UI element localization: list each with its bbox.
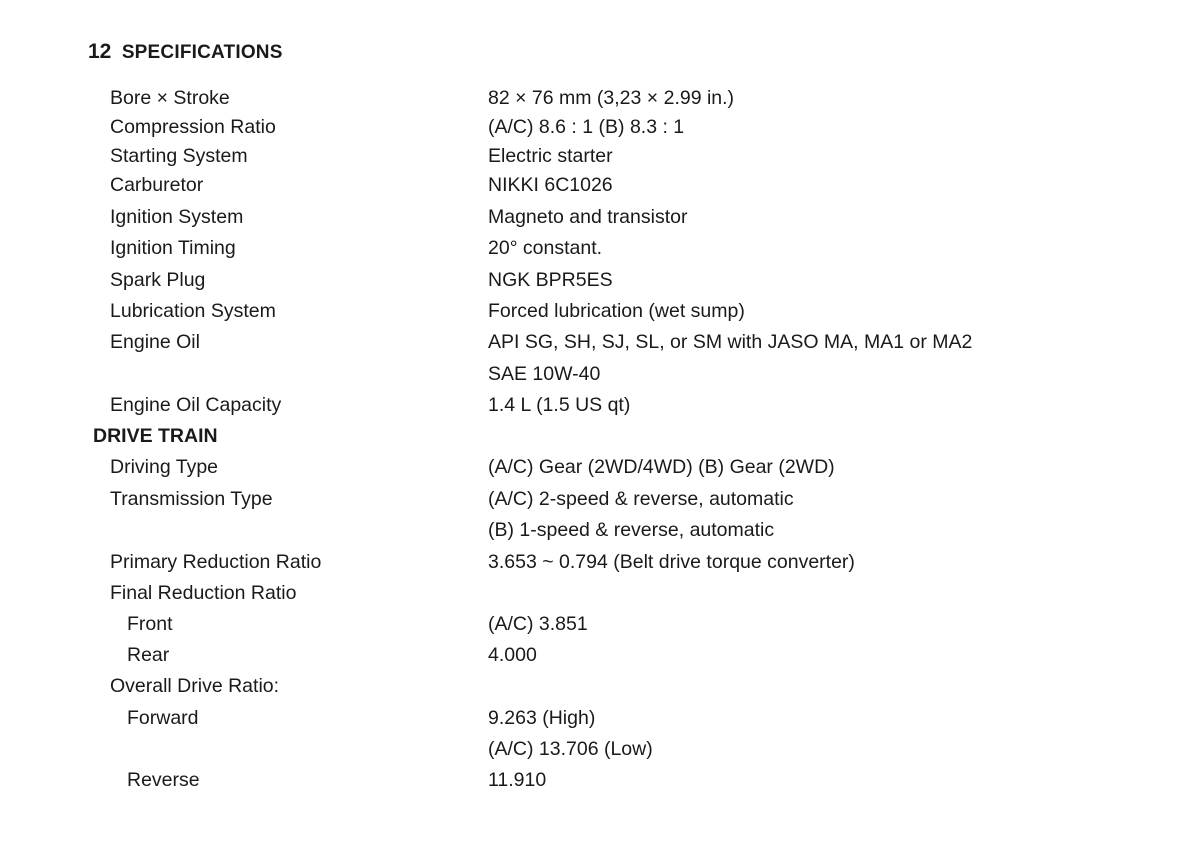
section-heading-drive-train xyxy=(0,421,1200,451)
spec-row-final-front xyxy=(0,609,1200,639)
spec-value: (A/C) 13.706 (Low) xyxy=(488,738,653,760)
spec-label: Overall Drive Ratio: xyxy=(110,675,280,697)
spec-label: Lubrication System xyxy=(110,300,276,322)
spec-label: Final Reduction Ratio xyxy=(110,582,297,604)
spec-row-transmission-type xyxy=(0,484,1200,514)
spec-value: (A/C) 2-speed & reverse, automatic xyxy=(488,488,794,510)
spec-label: Driving Type xyxy=(110,456,219,478)
spec-label: Rear xyxy=(127,644,170,666)
page-number: 12 xyxy=(88,40,112,63)
page-title: SPECIFICATIONS xyxy=(121,42,283,63)
spec-value: Magneto and transistor xyxy=(488,206,688,228)
spec-row-overall-reverse xyxy=(0,765,1200,795)
spec-row-starting-system xyxy=(0,141,1200,171)
spec-row-bore-stroke xyxy=(0,83,1200,113)
spec-value: (A/C) Gear (2WD/4WD) (B) Gear (2WD) xyxy=(488,456,835,478)
spec-value: 82 × 76 mm (3,23 × 2.99 in.) xyxy=(488,87,735,109)
spec-label: Engine Oil Capacity xyxy=(110,394,282,416)
spec-value: (A/C) 8.6 : 1 (B) 8.3 : 1 xyxy=(488,116,685,138)
spec-label: Ignition System xyxy=(110,206,244,228)
spec-row-engine-oil-capacity xyxy=(0,390,1200,420)
spec-row-transmission-type-b xyxy=(0,515,1200,545)
spec-value: Forced lubrication (wet sump) xyxy=(488,300,745,322)
spec-row-engine-oil xyxy=(0,327,1200,357)
spec-label: Reverse xyxy=(127,769,200,791)
spec-value: 20° constant. xyxy=(488,237,603,259)
spec-row-compression-ratio xyxy=(0,112,1200,142)
spec-value: 4.000 xyxy=(488,644,537,666)
spec-value: SAE 10W-40 xyxy=(488,363,601,385)
spec-label: Starting System xyxy=(110,145,248,167)
spec-value: (B) 1-speed & reverse, automatic xyxy=(488,519,775,541)
spec-label: Front xyxy=(127,613,173,635)
spec-row-overall-forward xyxy=(0,703,1200,733)
spec-value: NGK BPR5ES xyxy=(488,269,613,291)
spec-label: Engine Oil xyxy=(110,331,200,353)
spec-row-final-reduction-ratio xyxy=(0,578,1200,608)
spec-row-overall-forward-low xyxy=(0,734,1200,764)
spec-value: (A/C) 3.851 xyxy=(488,613,588,635)
spec-row-ignition-timing xyxy=(0,233,1200,263)
spec-label: Primary Reduction Ratio xyxy=(110,551,322,573)
spec-label: Bore × Stroke xyxy=(110,87,230,109)
spec-row-ignition-system xyxy=(0,202,1200,232)
spec-row-spark-plug xyxy=(0,265,1200,295)
spec-row-primary-reduction-ratio xyxy=(0,547,1200,577)
spec-label: Spark Plug xyxy=(110,269,206,291)
spec-row-overall-drive-ratio xyxy=(0,671,1200,701)
spec-value: NIKKI 6C1026 xyxy=(488,174,613,196)
spec-row-lubrication-system xyxy=(0,296,1200,326)
spec-value: 1.4 L (1.5 US qt) xyxy=(488,394,631,416)
spec-value: Electric starter xyxy=(488,145,613,167)
section-heading: DRIVE TRAIN xyxy=(93,425,218,447)
spec-label: Transmission Type xyxy=(110,488,273,510)
spec-row-engine-oil-grade xyxy=(0,359,1200,389)
spec-value: 11.910 xyxy=(488,769,547,791)
spec-label: Compression Ratio xyxy=(110,116,276,138)
spec-value: API SG, SH, SJ, SL, or SM with JASO MA, MA1 or MA2 xyxy=(488,331,973,353)
spec-value: 3.653 ~ 0.794 (Belt drive torque converter) xyxy=(488,551,855,573)
spec-value: 9.263 (High) xyxy=(488,707,596,729)
page-header xyxy=(88,40,283,64)
spec-row-carburetor xyxy=(0,170,1200,200)
spec-row-final-rear xyxy=(0,640,1200,670)
spec-label: Ignition Timing xyxy=(110,237,236,259)
spec-label: Forward xyxy=(127,707,199,729)
spec-label: Carburetor xyxy=(110,174,204,196)
spec-row-driving-type xyxy=(0,452,1200,482)
